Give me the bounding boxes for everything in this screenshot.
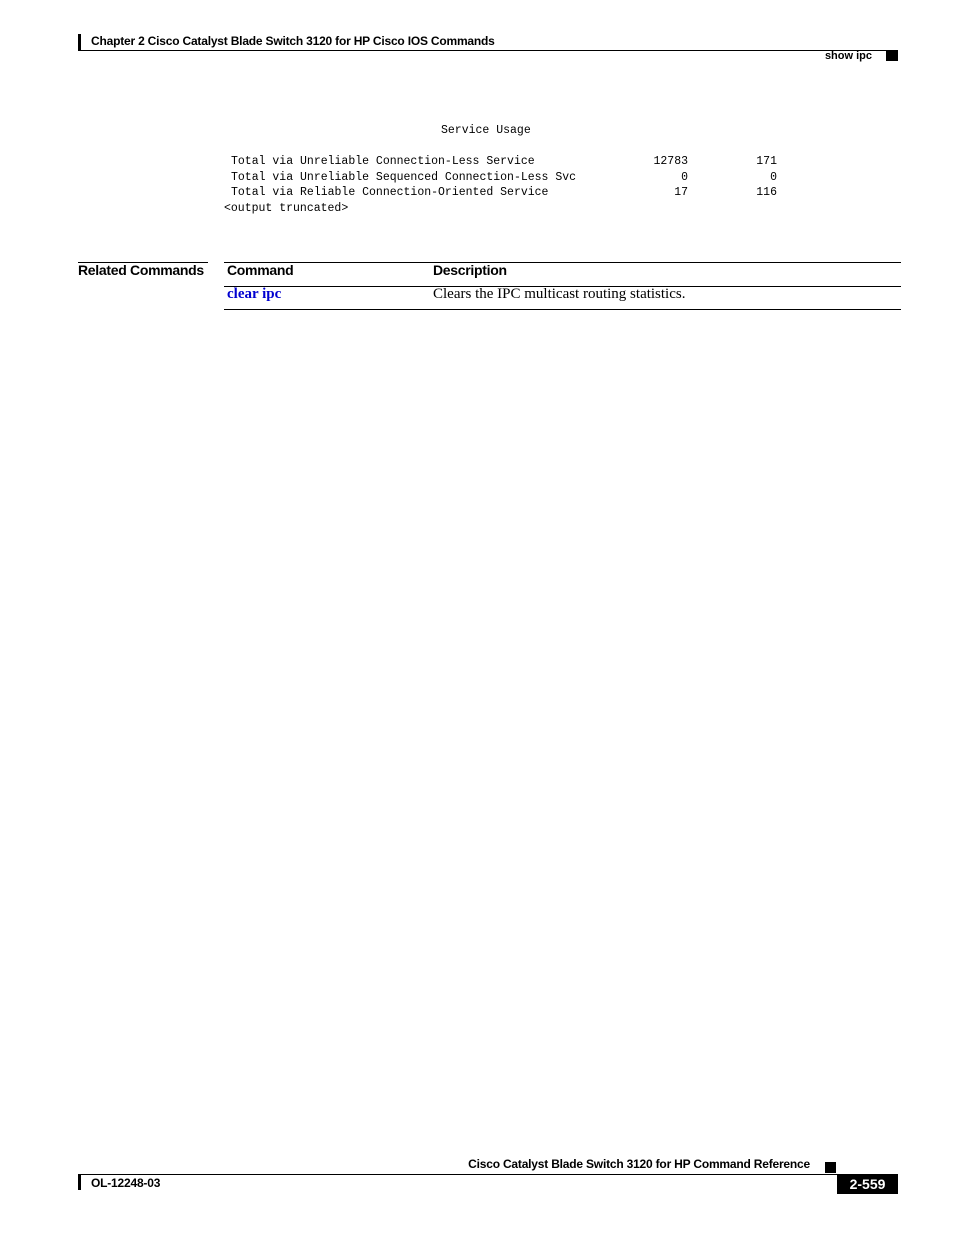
footer-marker-box bbox=[825, 1162, 836, 1173]
footer-book-title: Cisco Catalyst Blade Switch 3120 for HP Command Reference bbox=[468, 1157, 810, 1171]
footer-rule bbox=[78, 1174, 898, 1175]
header-left-bar bbox=[78, 34, 81, 50]
output-row-service: Total via Unreliable Sequenced Connection-Less Svc bbox=[231, 171, 577, 184]
chapter-title: Chapter 2 Cisco Catalyst Blade Switch 3120 for HP Cisco IOS Commands bbox=[91, 34, 495, 48]
output-row-col2: 171 bbox=[756, 155, 777, 168]
output-row-service: Total via Unreliable Connection-Less Service bbox=[231, 155, 535, 168]
output-row-col2: 116 bbox=[756, 186, 777, 199]
output-truncated-note: <output truncated> bbox=[224, 202, 349, 215]
output-heading: Service Usage bbox=[441, 124, 531, 137]
output-row-service: Total via Reliable Connection-Oriented Service bbox=[231, 186, 549, 199]
header-command-name: show ipc bbox=[824, 50, 872, 62]
table-header-description: Description bbox=[433, 262, 507, 278]
footer-left-bar bbox=[78, 1174, 81, 1190]
table-bottom-rule bbox=[224, 309, 901, 310]
clear-ipc-link[interactable]: clear ipc bbox=[227, 286, 282, 302]
output-row-col1: 0 bbox=[681, 171, 688, 184]
table-header-command: Command bbox=[227, 262, 294, 278]
footer-doc-number: OL-12248-03 bbox=[91, 1176, 161, 1190]
related-commands-label: Related Commands bbox=[78, 262, 204, 278]
output-row-col2: 0 bbox=[770, 171, 777, 184]
header-rule bbox=[78, 50, 898, 51]
output-row-col1: 17 bbox=[674, 186, 688, 199]
command-description: Clears the IPC multicast routing statistics. bbox=[433, 286, 686, 302]
header-marker-box bbox=[886, 51, 898, 61]
footer-page-number: 2-559 bbox=[837, 1175, 898, 1194]
table-top-rule bbox=[224, 262, 901, 263]
output-row-col1: 12783 bbox=[653, 155, 688, 168]
